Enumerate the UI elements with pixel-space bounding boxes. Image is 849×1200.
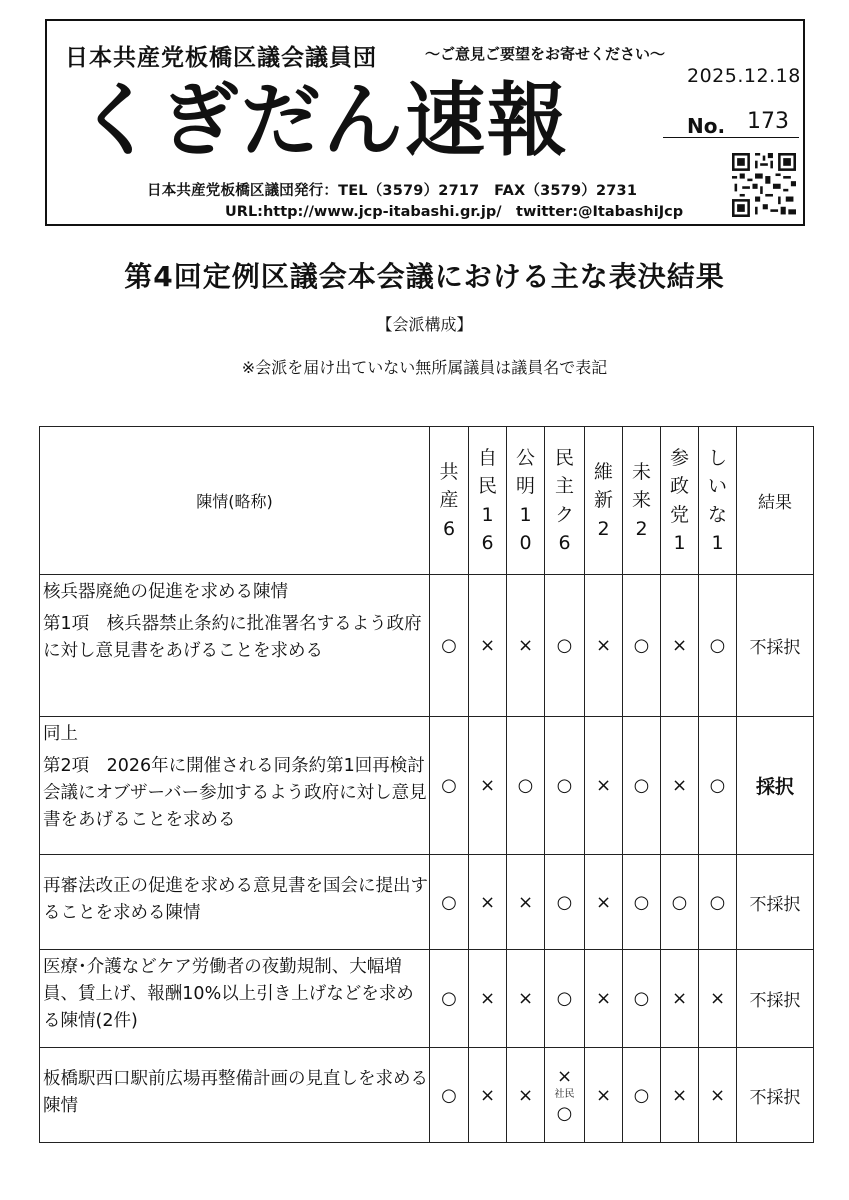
party-header: 未来2 — [623, 427, 661, 575]
result-cell: 採択 — [737, 717, 814, 855]
vote-cell: ○ — [699, 717, 737, 855]
result-cell: 不採択 — [737, 1048, 814, 1143]
masthead — [45, 19, 805, 226]
vote-cell: ○ — [545, 717, 585, 855]
vote-cell: × — [507, 1048, 545, 1143]
vote-cell: ○ — [545, 855, 585, 950]
petition-title: 同上 — [43, 724, 78, 744]
faction-heading: 【会派構成】 — [376, 315, 473, 334]
tagline: ～ご意見ご要望をお寄せください～ — [425, 45, 666, 63]
vote-cell: ○ — [623, 855, 661, 950]
vote-cell: × — [661, 717, 699, 855]
vote-cell: ○ — [430, 717, 469, 855]
result-cell: 不採択 — [737, 855, 814, 950]
table-row — [40, 950, 814, 1048]
party-header: 維新2 — [585, 427, 623, 575]
vote-cell: ○ — [545, 950, 585, 1048]
petition-cell — [40, 855, 430, 950]
vote-cell: × — [661, 950, 699, 1048]
petition-cell — [40, 575, 430, 717]
vote-note: 社民 — [554, 1089, 575, 1100]
result-header: 結果 — [737, 427, 814, 575]
vote-cell: × — [585, 950, 623, 1048]
vote-cell: ○ — [623, 575, 661, 717]
vote-cell: × — [469, 575, 507, 717]
party-header: 参政党1 — [661, 427, 699, 575]
petition-title: 再審法改正の促進を求める意見書を国会に提出することを求める陳情 — [43, 876, 428, 924]
petition-title: 核兵器廃絶の促進を求める陳情 — [43, 582, 288, 602]
party-header: 共産6 — [430, 427, 469, 575]
vote-cell: × — [661, 575, 699, 717]
vote-cell: ○ — [507, 717, 545, 855]
petition-cell — [40, 717, 430, 855]
vote-results-table — [39, 426, 814, 1143]
vote-cell: × — [469, 717, 507, 855]
result-cell: 不採択 — [737, 950, 814, 1048]
vote-cell: ○ — [623, 1048, 661, 1143]
vote-cell: × — [469, 1048, 507, 1143]
vote-cell: × — [661, 1048, 699, 1143]
table-row — [40, 575, 814, 717]
vote-cell: × — [507, 950, 545, 1048]
petition-cell — [40, 950, 430, 1048]
party-header: しいな1 — [699, 427, 737, 575]
vote-mark: × — [556, 1066, 573, 1087]
party-header: 公明10 — [507, 427, 545, 575]
document-title: 第4回定例区議会本会議における主な表決結果 — [124, 260, 725, 293]
issue-number-label: No. — [687, 114, 726, 138]
vote-cell: ○ — [430, 950, 469, 1048]
vote-cell: × — [585, 717, 623, 855]
vote-cell: × — [699, 950, 737, 1048]
vote-cell: ○ — [545, 575, 585, 717]
result-cell: 不採択 — [737, 575, 814, 717]
vote-cell-split — [545, 1048, 585, 1143]
vote-cell: × — [585, 1048, 623, 1143]
qr-code-icon — [732, 153, 796, 217]
vote-cell: ○ — [430, 1048, 469, 1143]
party-header: 民主ク6 — [545, 427, 585, 575]
issue-date: 2025.12.18 — [687, 65, 801, 87]
petition-header: 陳情(略称) — [40, 427, 430, 575]
vote-cell: × — [507, 855, 545, 950]
vote-cell: × — [469, 950, 507, 1048]
table-row — [40, 855, 814, 950]
vote-cell: × — [699, 1048, 737, 1143]
newsletter-title: くぎだん速報 — [77, 74, 569, 167]
vote-cell: ○ — [661, 855, 699, 950]
vote-cell: ○ — [623, 950, 661, 1048]
vote-cell: ○ — [623, 717, 661, 855]
vote-note-mark: ○ — [556, 1103, 573, 1124]
issue-number — [663, 109, 799, 138]
independent-note: ※会派を届け出ていない無所属議員は議員名で表記 — [241, 358, 608, 377]
vote-cell: ○ — [699, 575, 737, 717]
vote-cell: × — [507, 575, 545, 717]
vote-cell: × — [469, 855, 507, 950]
issue-number-value: 173 — [747, 109, 789, 134]
vote-cell: × — [585, 855, 623, 950]
petition-item: 第2項 2026年に開催される同条約第1回再検討会議にオブザーバー参加するよう政府に対し意見書をあげることを求める — [43, 756, 427, 831]
table-header-row — [40, 427, 814, 575]
petition-item: 第1項 核兵器禁止条約に批准署名するよう政府に対し意見書をあげることを求める — [43, 614, 422, 662]
org-name: 日本共産党板橋区議会議員団 — [65, 45, 377, 71]
table-row — [40, 1048, 814, 1143]
petition-title: 医療･介護などケア労働者の夜勤規制、大幅増員、賃上げ、報酬10%以上引き上げなどを求める陳情(2件) — [43, 957, 414, 1032]
petition-cell — [40, 1048, 430, 1143]
vote-cell: ○ — [699, 855, 737, 950]
table-row — [40, 717, 814, 855]
petition-title: 板橋駅西口駅前広場再整備計画の見直しを求める陳情 — [43, 1069, 428, 1117]
vote-cell: ○ — [430, 575, 469, 717]
url-line: URL:http://www.jcp-itabashi.gr.jp/ twitter:@ItabashiJcp — [225, 204, 684, 220]
vote-cell: ○ — [430, 855, 469, 950]
party-header: 自民16 — [469, 427, 507, 575]
publisher-line: 日本共産党板橋区議団発行：TEL（3579）2717 FAX（3579）2731 — [147, 183, 638, 199]
vote-cell: × — [585, 575, 623, 717]
